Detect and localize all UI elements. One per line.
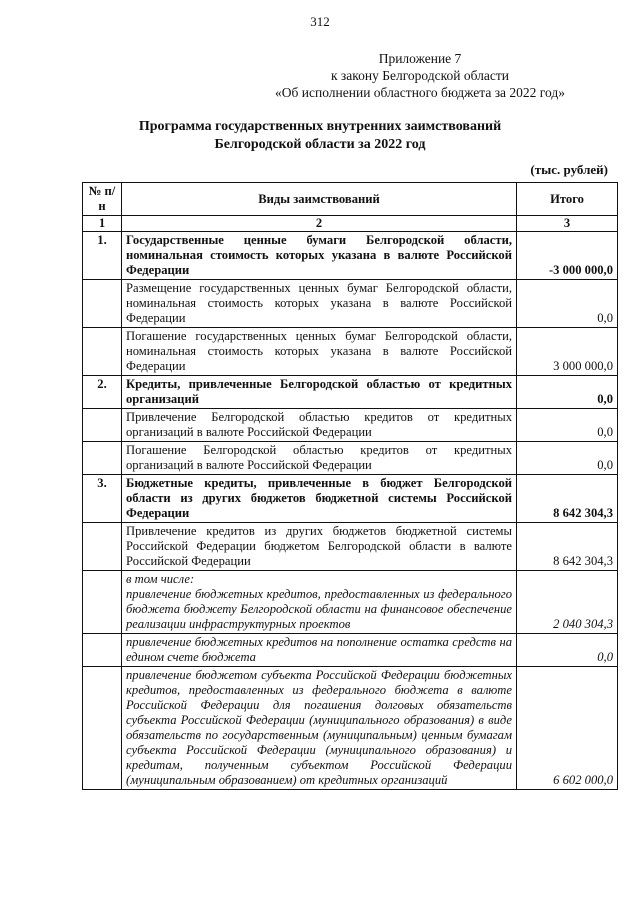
row-value: 2 040 304,3 — [517, 571, 618, 634]
row-number: 2. — [83, 376, 122, 409]
row-value: 0,0 — [517, 376, 618, 409]
table-header-row — [83, 183, 618, 216]
row-number — [83, 328, 122, 376]
row-text: привлечение бюджетом субъекта Российской Федерации бюджетных кредитов, предоставленных из федерального бюджета в валюте Российской Федерации для погашения долговых обязательств субъекта Российской Федерации (муниципального образования) в виде обязательств по государственным (муниципальным) ценным бумагам субъекта Российской Федерации (муниципального образования) и кредитам, полученным субъектом Российской Федерации (муниципальным образованием) от кредитных организаций — [122, 667, 517, 790]
row-value: 0,0 — [517, 634, 618, 667]
row-number — [83, 280, 122, 328]
row-text: Бюджетные кредиты, привлеченные в бюджет Белгородской области из других бюджетов бюджетной системы Российской Федерации — [122, 475, 517, 523]
row-value: 8 642 304,3 — [517, 523, 618, 571]
table-row — [83, 328, 618, 376]
header-total: Итого — [517, 183, 618, 216]
row-number: 1. — [83, 232, 122, 280]
index-1: 1 — [83, 216, 122, 232]
table-row — [83, 634, 618, 667]
title-line-1: Программа государственных внутренних заимствований — [138, 119, 502, 134]
row-text: привлечение бюджетных кредитов на пополнение остатка средств на едином счете бюджета — [122, 634, 517, 667]
index-2: 2 — [122, 216, 517, 232]
row-text-group — [122, 571, 517, 634]
row-value: 8 642 304,3 — [517, 475, 618, 523]
row-text: Привлечение Белгородской областью кредитов от кредитных организаций в валюте Российской Федерации — [122, 409, 517, 442]
table-row — [83, 442, 618, 475]
title-line-2: Белгородской области за 2022 год — [214, 137, 426, 152]
row-value: 0,0 — [517, 280, 618, 328]
row-value: 0,0 — [517, 442, 618, 475]
row-number: 3. — [83, 475, 122, 523]
row-value: -3 000 000,0 — [517, 232, 618, 280]
document-title — [110, 118, 530, 154]
row-text: Государственные ценные бумаги Белгородской области, номинальная стоимость которых указана в валюте Российской Федерации — [122, 232, 517, 280]
table-row — [83, 475, 618, 523]
units-label: (тыс. рублей) — [530, 162, 608, 177]
row-text: привлечение бюджетных кредитов, предоставленных из федерального бюджета бюджету Белгородской области на финансовое обеспечение реализации инфраструктурных проектов — [126, 587, 512, 631]
table-row — [83, 571, 618, 634]
row-number — [83, 571, 122, 634]
row-text: Кредиты, привлеченные Белгородской областью от кредитных организаций — [122, 376, 517, 409]
table-row — [83, 667, 618, 790]
header-number: № п/н — [83, 183, 122, 216]
row-number — [83, 634, 122, 667]
appendix-line-3: «Об исполнении областного бюджета за 2022 год» — [275, 85, 565, 100]
row-value: 3 000 000,0 — [517, 328, 618, 376]
row-value: 6 602 000,0 — [517, 667, 618, 790]
appendix-header — [250, 50, 590, 101]
borrowing-table — [82, 182, 618, 790]
row-number — [83, 523, 122, 571]
row-text: Привлечение кредитов из других бюджетов бюджетной системы Российской Федерации бюджетом Белгородской области в валюте Российской Федерации — [122, 523, 517, 571]
row-text: Погашение государственных ценных бумаг Белгородской области, номинальная стоимость которых указана в валюте Российской Федерации — [122, 328, 517, 376]
page-number: 312 — [310, 14, 330, 29]
row-number — [83, 409, 122, 442]
row-number — [83, 442, 122, 475]
table-index-row — [83, 216, 618, 232]
row-number — [83, 667, 122, 790]
appendix-line-1: Приложение 7 — [378, 51, 462, 66]
table-row — [83, 376, 618, 409]
row-text: Размещение государственных ценных бумаг Белгородской области, номинальная стоимость которых указана в валюте Российской Федерации — [122, 280, 517, 328]
table-row — [83, 523, 618, 571]
table-row — [83, 280, 618, 328]
index-3: 3 — [517, 216, 618, 232]
row-text: Погашение Белгородской областью кредитов от кредитных организаций в валюте Российской Федерации — [122, 442, 517, 475]
row-value: 0,0 — [517, 409, 618, 442]
table-row — [83, 232, 618, 280]
row-lead: в том числе: — [126, 572, 195, 586]
table-row — [83, 409, 618, 442]
header-kind: Виды заимствований — [122, 183, 517, 216]
appendix-line-2: к закону Белгородской области — [331, 68, 509, 83]
